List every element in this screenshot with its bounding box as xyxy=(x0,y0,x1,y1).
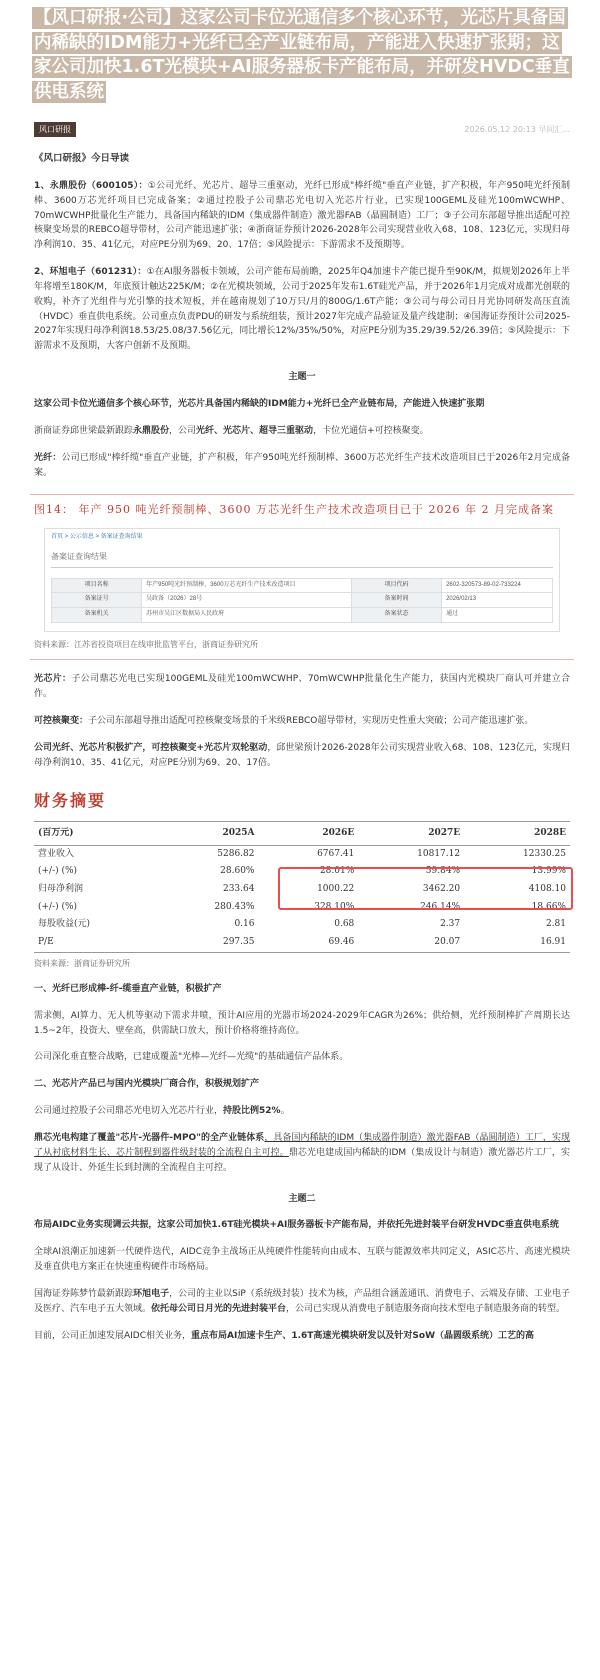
cell: 2.81 xyxy=(545,919,566,930)
article-meta xyxy=(34,122,570,137)
cell: 69.46 xyxy=(258,934,358,952)
sec2-p2-bold: 鼎芯光电构建了覆盖"芯片-光器件-MPO"的全产业链体系 xyxy=(34,1132,265,1143)
section-2-para-2 xyxy=(34,1131,570,1176)
column-header: 2028E xyxy=(464,821,570,845)
guide-title: 《风口研报》今日导读 xyxy=(34,153,130,165)
cert-key: 项目代码 xyxy=(351,578,441,593)
cell: 297.35 xyxy=(159,934,259,952)
theme-2-para-1: 全球AI浪潮正加速新一代硬件迭代，AIDC竞争主战场正从纯硬件性能转向由成本、互联与能源效率共同定义，ASIC芯片、高速光模块及垂直供电方案正在快速重构硬件市场格局。 xyxy=(34,1247,570,1273)
cell: 16.91 xyxy=(464,934,570,952)
financial-header-row xyxy=(34,821,570,845)
cell: 0.16 xyxy=(234,919,255,930)
cert-value: 2026/02/13 xyxy=(442,593,553,608)
financial-row xyxy=(34,934,570,952)
intro-mid: ，公司 xyxy=(169,425,197,436)
record-screenshot xyxy=(44,528,560,632)
cell: 0.68 xyxy=(334,919,355,930)
fiber-text: 公司已形成"棒纤缆"垂直产业链，扩产积极，年产950吨光纤预制棒、3600万芯光纤生产技术改造项目已于2026年2月完成备案。 xyxy=(34,452,570,478)
fusion-text: 子公司东部超导推出适配可控核聚变场景的千米级REBCO超导带材，实现历史性重大突破；公司产能迅速扩张。 xyxy=(88,715,534,726)
cert-key: 备案状态 xyxy=(351,608,441,623)
column-header: (百万元) xyxy=(34,821,159,845)
row-label: 每股收益(元) xyxy=(38,919,91,930)
figure-14 xyxy=(30,494,574,660)
cell: 10817.12 xyxy=(417,848,461,859)
column-header: 2026E xyxy=(258,821,358,845)
chip-paragraph xyxy=(34,672,570,702)
t2p3-bold: 重点布局AI加速卡生产、1.6T高速光模块研发以及针对SoW（晶圆级系统）工艺的高 xyxy=(191,1330,535,1341)
chip-label: 光芯片： xyxy=(34,674,72,685)
theme-1-title: 这家公司卡位光通信多个核心环节，光芯片具备国内稀缺的IDM能力+光纤已全产业链布局，产能进入快速扩张期 xyxy=(34,398,485,409)
row-label: (+/-) (%) xyxy=(38,866,78,877)
financial-row xyxy=(34,845,570,863)
cert-heading: 备案证查询结果 xyxy=(51,550,553,567)
section-2-para-1 xyxy=(34,1104,570,1119)
cert-table xyxy=(51,578,553,623)
cell: 12330.25 xyxy=(523,848,566,859)
cell: 5286.82 xyxy=(217,848,255,859)
theme-2-heading: 主题二 xyxy=(288,1193,316,1204)
t2p2-pre: 国海证券陈梦竹最新跟踪 xyxy=(34,1288,134,1299)
section-1-para-1: 需求侧，AI算力、无人机等驱动下需求井喷，预计AI应用的光器市场2024-2029年CAGR为26%；供给侧，光纤预制棒扩产周期长达1.5~2年，投资大、壁垒高，供需缺口放大，预计价格将维持高位。 xyxy=(34,1010,570,1036)
sec2-p1-post: 。 xyxy=(280,1106,290,1117)
cert-value: 通过 xyxy=(442,608,553,623)
column-header: 2025A xyxy=(159,821,259,845)
company-name: 环旭电子 xyxy=(133,1288,170,1299)
cell: 3462.20 xyxy=(422,883,461,894)
cell: 28.01% xyxy=(319,866,355,877)
source-tag[interactable]: 风口研报 xyxy=(34,122,76,137)
cert-value: 吴政备（2026）28号 xyxy=(142,593,352,608)
sec2-p1-bold: 持股比例52% xyxy=(223,1106,281,1117)
cell: 246.14% xyxy=(420,901,461,912)
row-label: P/E xyxy=(34,934,159,952)
fusion-paragraph xyxy=(34,714,570,729)
financial-table xyxy=(34,821,570,953)
cell: 1000.22 xyxy=(317,883,355,894)
cert-row xyxy=(52,593,553,608)
cert-key: 备案机关 xyxy=(52,608,142,623)
guide-item-2 xyxy=(34,265,570,354)
cell: 6767.41 xyxy=(317,848,355,859)
company-name: 永鼎股份 xyxy=(133,425,170,436)
cell: 4108.10 xyxy=(528,883,566,894)
cert-row xyxy=(52,578,553,593)
theme-1-heading: 主题一 xyxy=(288,372,316,383)
publish-date: 2026.05.12 20:13 早间汇... xyxy=(464,125,570,134)
chip-text: 子公司鼎芯光电已实现100GEML及硅光100mWCWHP、70mWCWHP批量化生产能力，获国内光模块厂商认可并建立合作。 xyxy=(34,674,570,699)
sec2-p1-pre: 公司通过控股子公司鼎芯光电切入光芯片行业， xyxy=(34,1106,224,1117)
cert-row xyxy=(52,608,553,623)
section-1-title: 一、光纤已形成棒-纤-缆垂直产业链，积极扩产 xyxy=(34,983,222,994)
cert-value: 2602-320573-89-02-733224 xyxy=(442,578,553,593)
theme-2-title: 布局AIDC业务实现调云共振，这家公司加快1.6T硅光模块+AI服务器板卡产能布局，并依托先进封装平台研发HVDC垂直供电系统 xyxy=(34,1220,559,1231)
cell: 20.07 xyxy=(358,934,464,952)
column-header: 2027E xyxy=(358,821,464,845)
breadcrumb: 首页 > 公示信息 > 备案证查询结果 xyxy=(51,533,143,540)
financial-source: 资料来源：浙商证券研究所 xyxy=(34,958,130,968)
guide-item-1-label: 1、永鼎股份（600105）： xyxy=(34,180,148,191)
cert-key: 备案证号 xyxy=(52,593,142,608)
cell: 59.84% xyxy=(425,866,461,877)
article-title: 【风口研报·公司】这家公司卡位光通信多个核心环节，光芯片具备国内稀缺的IDM能力+光纤已全产业链布局，产能进入快速扩张期；这家公司加快1.6T光模块+AI服务器板卡产能布局，并研发HVDC垂直供电系统 xyxy=(34,8,570,102)
fiber-label: 光纤： xyxy=(34,452,62,463)
cell: 2.37 xyxy=(440,919,461,930)
cert-value: 年产950吨光纤预制棒、3600万芯光纤生产技术改造项目 xyxy=(142,578,352,593)
fiber-paragraph xyxy=(34,451,570,481)
financial-row xyxy=(34,881,570,899)
sec2-p2-post: 鼎芯光电建成国内稀缺的IDM（集成设计与制造）激光器芯片工厂，实现了从设计、外延生长到封测的全流程自主可控。 xyxy=(34,1147,570,1173)
intro-paragraph xyxy=(34,424,570,439)
row-label: 归母净利润 xyxy=(38,883,84,894)
financial-row xyxy=(34,899,570,917)
guide-item-1-text: ①公司光纤、光芯片、超导三重驱动，光纤已形成"棒纤缆"垂直产业链，扩产积极，年产950吨光纤预制棒、3600万芯光纤项目已完成备案；②通过控股子公司鼎芯光电切入光芯片行业，已实现100GEML及硅光100mWCWHP、70mWCWHP批量化生产能力，具备国内稀缺的IDM（集成器件制造）激光器FAB（晶圆制造）工厂；③子公司东部超导推出适配可控核聚变场景的REBCO超导带材，公司产能迅速扩张；④浙商证券预计2026-2028年公司实现营业收入68、108、123亿元，实现归母净利润10、35、41亿元，对应PE分别为69、20、17倍；⑤风险提示：下游需求不及预期等。 xyxy=(34,180,571,251)
t2p2-mid: ，公司的主业以SiP（系统级封装）技术为核，产品组合涵盖通讯、消费电子、云端及存储、工业电子及医疗、汽车电子五大领域。 xyxy=(34,1288,570,1314)
financial-title: 财务摘要 xyxy=(34,791,107,811)
financial-summary xyxy=(34,788,570,970)
financial-row xyxy=(34,863,570,881)
figure-14-source: 资料来源：江苏省投资项目在线审批监管平台，浙商证券研究所 xyxy=(34,639,258,649)
cell: 280.43% xyxy=(214,901,255,912)
row-label: 营业收入 xyxy=(38,848,75,859)
fusion-label: 可控核聚变： xyxy=(34,715,89,726)
theme-2-para-3 xyxy=(34,1329,570,1344)
summary-text: ，邱世梁预计2026-2028年公司实现营业收入68、108、123亿元，实现归母净利润10、35、41亿元，对应PE分别为69、20、17倍。 xyxy=(34,742,570,768)
intro-post: ，卡位光通信+可控核聚变。 xyxy=(313,425,429,436)
t2p2-bold: 依托母公司日月光的先进封装平台 xyxy=(151,1303,287,1314)
guide-item-2-text: ①在AI服务器板卡领域，公司产能布局前瞻，2025年Q4加速卡产能已提升至90K/M，拟规划2026年上半年将增至180K/M，年底预计触达225K/M；②在光模块领域，公司于2025年发布1.6T硅光产品，并于2026年1月完成对成都光创联的收购，补齐了光组件与光引擎的技术短板，并在越南规划了10万只/月的800G/1.6T产能；③公司与母公司日月光协同研发高压直流（HVDC）垂直供电系统。公司重点负责PDU的研发与系统组装，预计2027年完成产品验证及量产线建制；④国海证券预计公司2025-2027年实现归母净利润18.53/25.08/37.56亿元，同比增长12%/35%/50%，对应PE分别为35.29/39.52/26.39倍；⑤风险提示：下游需求不及预期，大客户创新不及预期。 xyxy=(34,267,570,352)
intro-pre: 浙商证券邱世梁最新跟踪 xyxy=(34,425,134,436)
summary-bold: 公司光纤、光芯片积极扩产，可控核聚变+光芯片双轮驱动 xyxy=(34,742,268,753)
row-label: (+/-) (%) xyxy=(38,901,78,912)
t2p2-post: ，公司已实现从消费电子制造服务商向技术型电子制造服务商的转型。 xyxy=(286,1303,566,1314)
figure-14-title: 图14： 年产 950 吨光纤预制棒、3600 万芯光纤生产技术改造项目已于 2026 年 2 月完成备案 xyxy=(34,503,554,517)
financial-row xyxy=(34,916,570,934)
cert-key: 项目名称 xyxy=(52,578,142,593)
intro-bold: 光纤、光芯片、超导三重驱动 xyxy=(196,425,314,436)
section-1-para-2: 公司深化垂直整合战略，已建成覆盖"光棒—光纤—光缆"的基础通信产品体系。 xyxy=(34,1052,349,1063)
cert-key: 备案时间 xyxy=(351,593,441,608)
section-2-title: 二、光芯片产品已与国内光模块厂商合作，积极规划扩产 xyxy=(34,1079,260,1090)
cert-value: 苏州市吴江区数据局人民政府 xyxy=(142,608,352,623)
sec2-p2-underlined: ，具备国内稀缺的IDM（集成器件制造）激光器FAB（晶圆制造）工厂，实现了从衬底材料生长、芯片制程到器件级封装的全流程自主可控。 xyxy=(34,1132,570,1158)
cell: 328.10% xyxy=(314,901,355,912)
cell: 28.60% xyxy=(220,866,255,877)
guide-item-2-label: 2、环旭电子（601231）： xyxy=(34,267,147,278)
guide-item-1 xyxy=(34,179,570,253)
cell: 13.99% xyxy=(531,866,566,877)
theme-2-para-2 xyxy=(34,1287,570,1317)
summary-paragraph xyxy=(34,741,570,771)
cell: 233.64 xyxy=(222,883,255,894)
t2p3-pre: 目前，公司正加速发展AIDC相关业务， xyxy=(34,1330,192,1341)
cell: 18.66% xyxy=(531,901,566,912)
